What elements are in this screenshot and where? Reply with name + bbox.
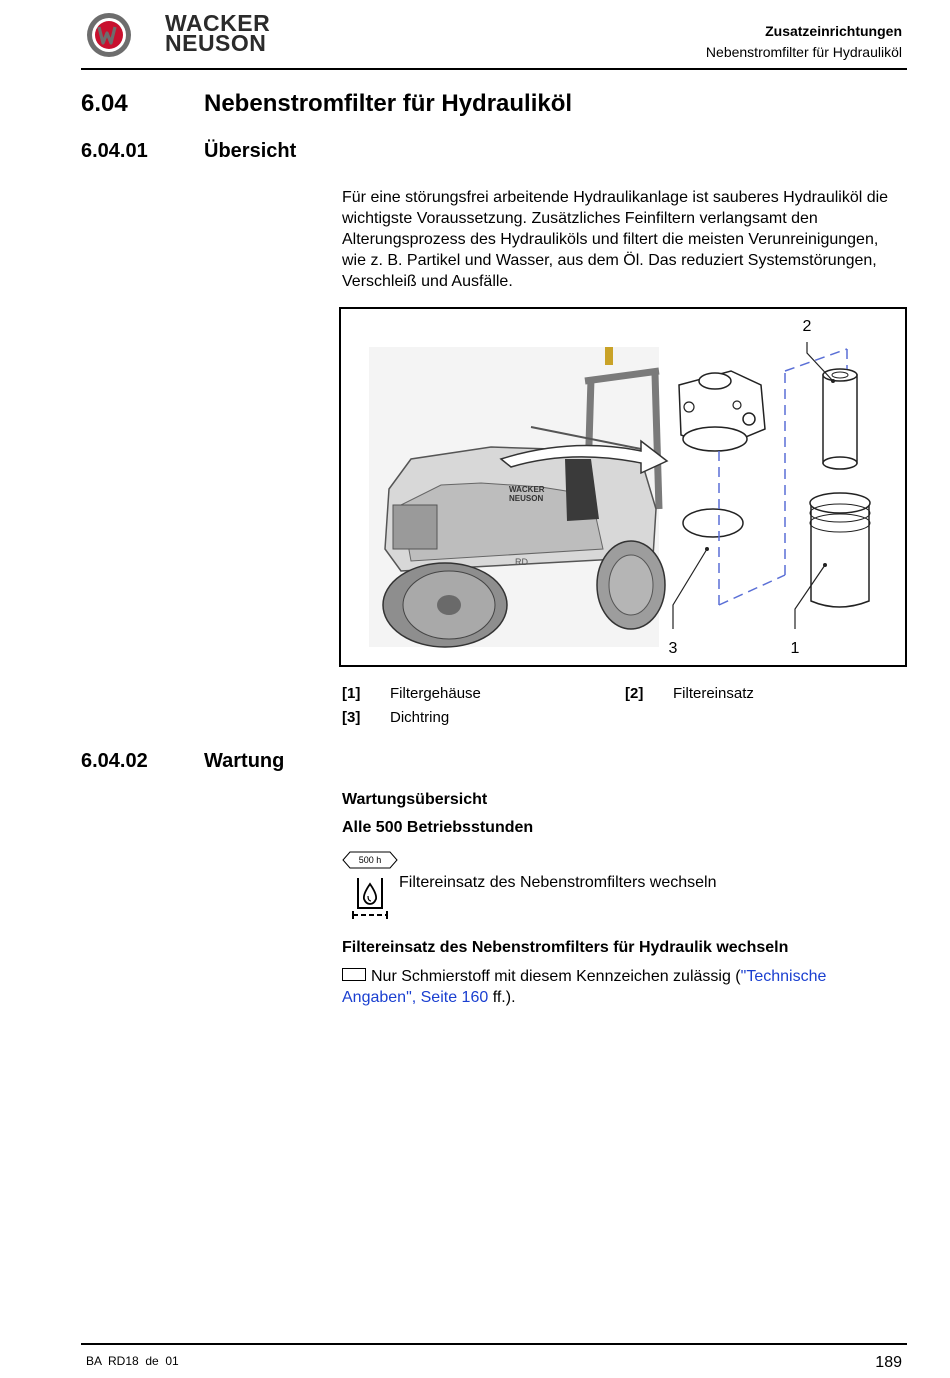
lubricant-note-text: Nur Schmierstoff mit diesem Kennzeichen zulässig ( [371, 968, 741, 985]
page-number: 189 [875, 1354, 902, 1371]
overview-heading [81, 140, 296, 163]
overview-title: Übersicht [204, 140, 297, 162]
brand-line-1: WACKER [165, 10, 271, 36]
footer-rule [81, 1343, 907, 1345]
filter-illustration [341, 309, 905, 665]
maintenance-overview-heading: Wartungsübersicht [342, 791, 488, 808]
lubricant-note-suffix: ff.). [488, 989, 516, 1006]
callout-2-label: 2 [802, 318, 812, 335]
legend-item-2 [625, 685, 754, 702]
header-rule [81, 68, 907, 70]
interval-badge-text: 500 h [358, 855, 382, 865]
callout-3-label: 3 [668, 640, 678, 657]
callout-3-leader [673, 549, 707, 629]
section-heading [81, 90, 572, 118]
interval-heading: Alle 500 Betriebsstunden [342, 819, 534, 836]
lubricant-mark-icon [342, 968, 366, 981]
brand-wordmark [165, 10, 271, 56]
machine-brand-text-1: WACKER [509, 485, 545, 494]
callout-1-dot [823, 563, 827, 567]
legend-item-3-number: [3] [342, 709, 361, 726]
interval-badge [342, 851, 398, 869]
legend-item-1-label: Filtergehäuse [390, 685, 481, 702]
filter-insert-icon [823, 369, 857, 469]
brand-line-2: NEUSON [165, 30, 267, 56]
legend-item-3-label: Dichtring [390, 709, 450, 726]
technical-data-link[interactable]: "Technische Angaben", Seite 160 [342, 968, 827, 1006]
sealing-ring-icon [683, 509, 743, 537]
legend-item-3 [342, 709, 449, 726]
section-subtitle: Nebenstromfilter für Hydrauliköl [705, 44, 902, 60]
running-header [706, 21, 902, 63]
lubricant-note [342, 966, 890, 1008]
filter-housing-icon [810, 493, 870, 607]
filter-figure [339, 307, 907, 667]
maintenance-title: Wartung [204, 750, 285, 772]
roller-machine-icon [369, 347, 667, 647]
overview-paragraph: Für eine störungsfrei arbeitende Hydraulikanlage ist sauberes Hydrauliköl die wichtigste Voraussetzung. Zusätzliches Feinfiltern verlangsamt den Alterungsprozess des Hydrauliköls und filtert die meisten Verunreinigungen, wie z. B. Partikel und Wasser, aus dem Öl. Das reduziert Systemstörungen, Verschleiß und Ausfälle. [342, 189, 889, 290]
legend-item-1 [342, 685, 481, 702]
maintenance-number: 6.04.02 [81, 750, 148, 772]
legend-item-2-number: [2] [625, 685, 644, 702]
chapter-title: Zusatzeinrichtungen [765, 23, 902, 39]
callout-3-dot [705, 547, 709, 551]
machine-brand-text-2: NEUSON [509, 494, 544, 503]
legend-item-1-number: [1] [342, 685, 361, 702]
legend-item-2-label: Filtereinsatz [673, 685, 754, 702]
maintenance-heading [81, 750, 284, 773]
wacker-neuson-logo-icon [86, 12, 132, 58]
task-description: Filtereinsatz des Nebenstromfilters wechseln [399, 874, 717, 891]
procedure-heading: Filtereinsatz des Nebenstromfilters für Hydraulik wechseln [342, 939, 789, 956]
filter-head-icon [679, 371, 765, 451]
callout-2-dot [831, 379, 835, 383]
overview-number: 6.04.01 [81, 140, 148, 162]
callout-1-label: 1 [790, 640, 800, 657]
hydraulic-filter-task-icon [350, 870, 390, 920]
section-title: Nebenstromfilter für Hydrauliköl [204, 90, 573, 117]
section-number: 6.04 [81, 90, 128, 117]
document-id: BA RD18 de 01 [86, 1354, 179, 1368]
machine-model-text: RD [515, 557, 528, 567]
